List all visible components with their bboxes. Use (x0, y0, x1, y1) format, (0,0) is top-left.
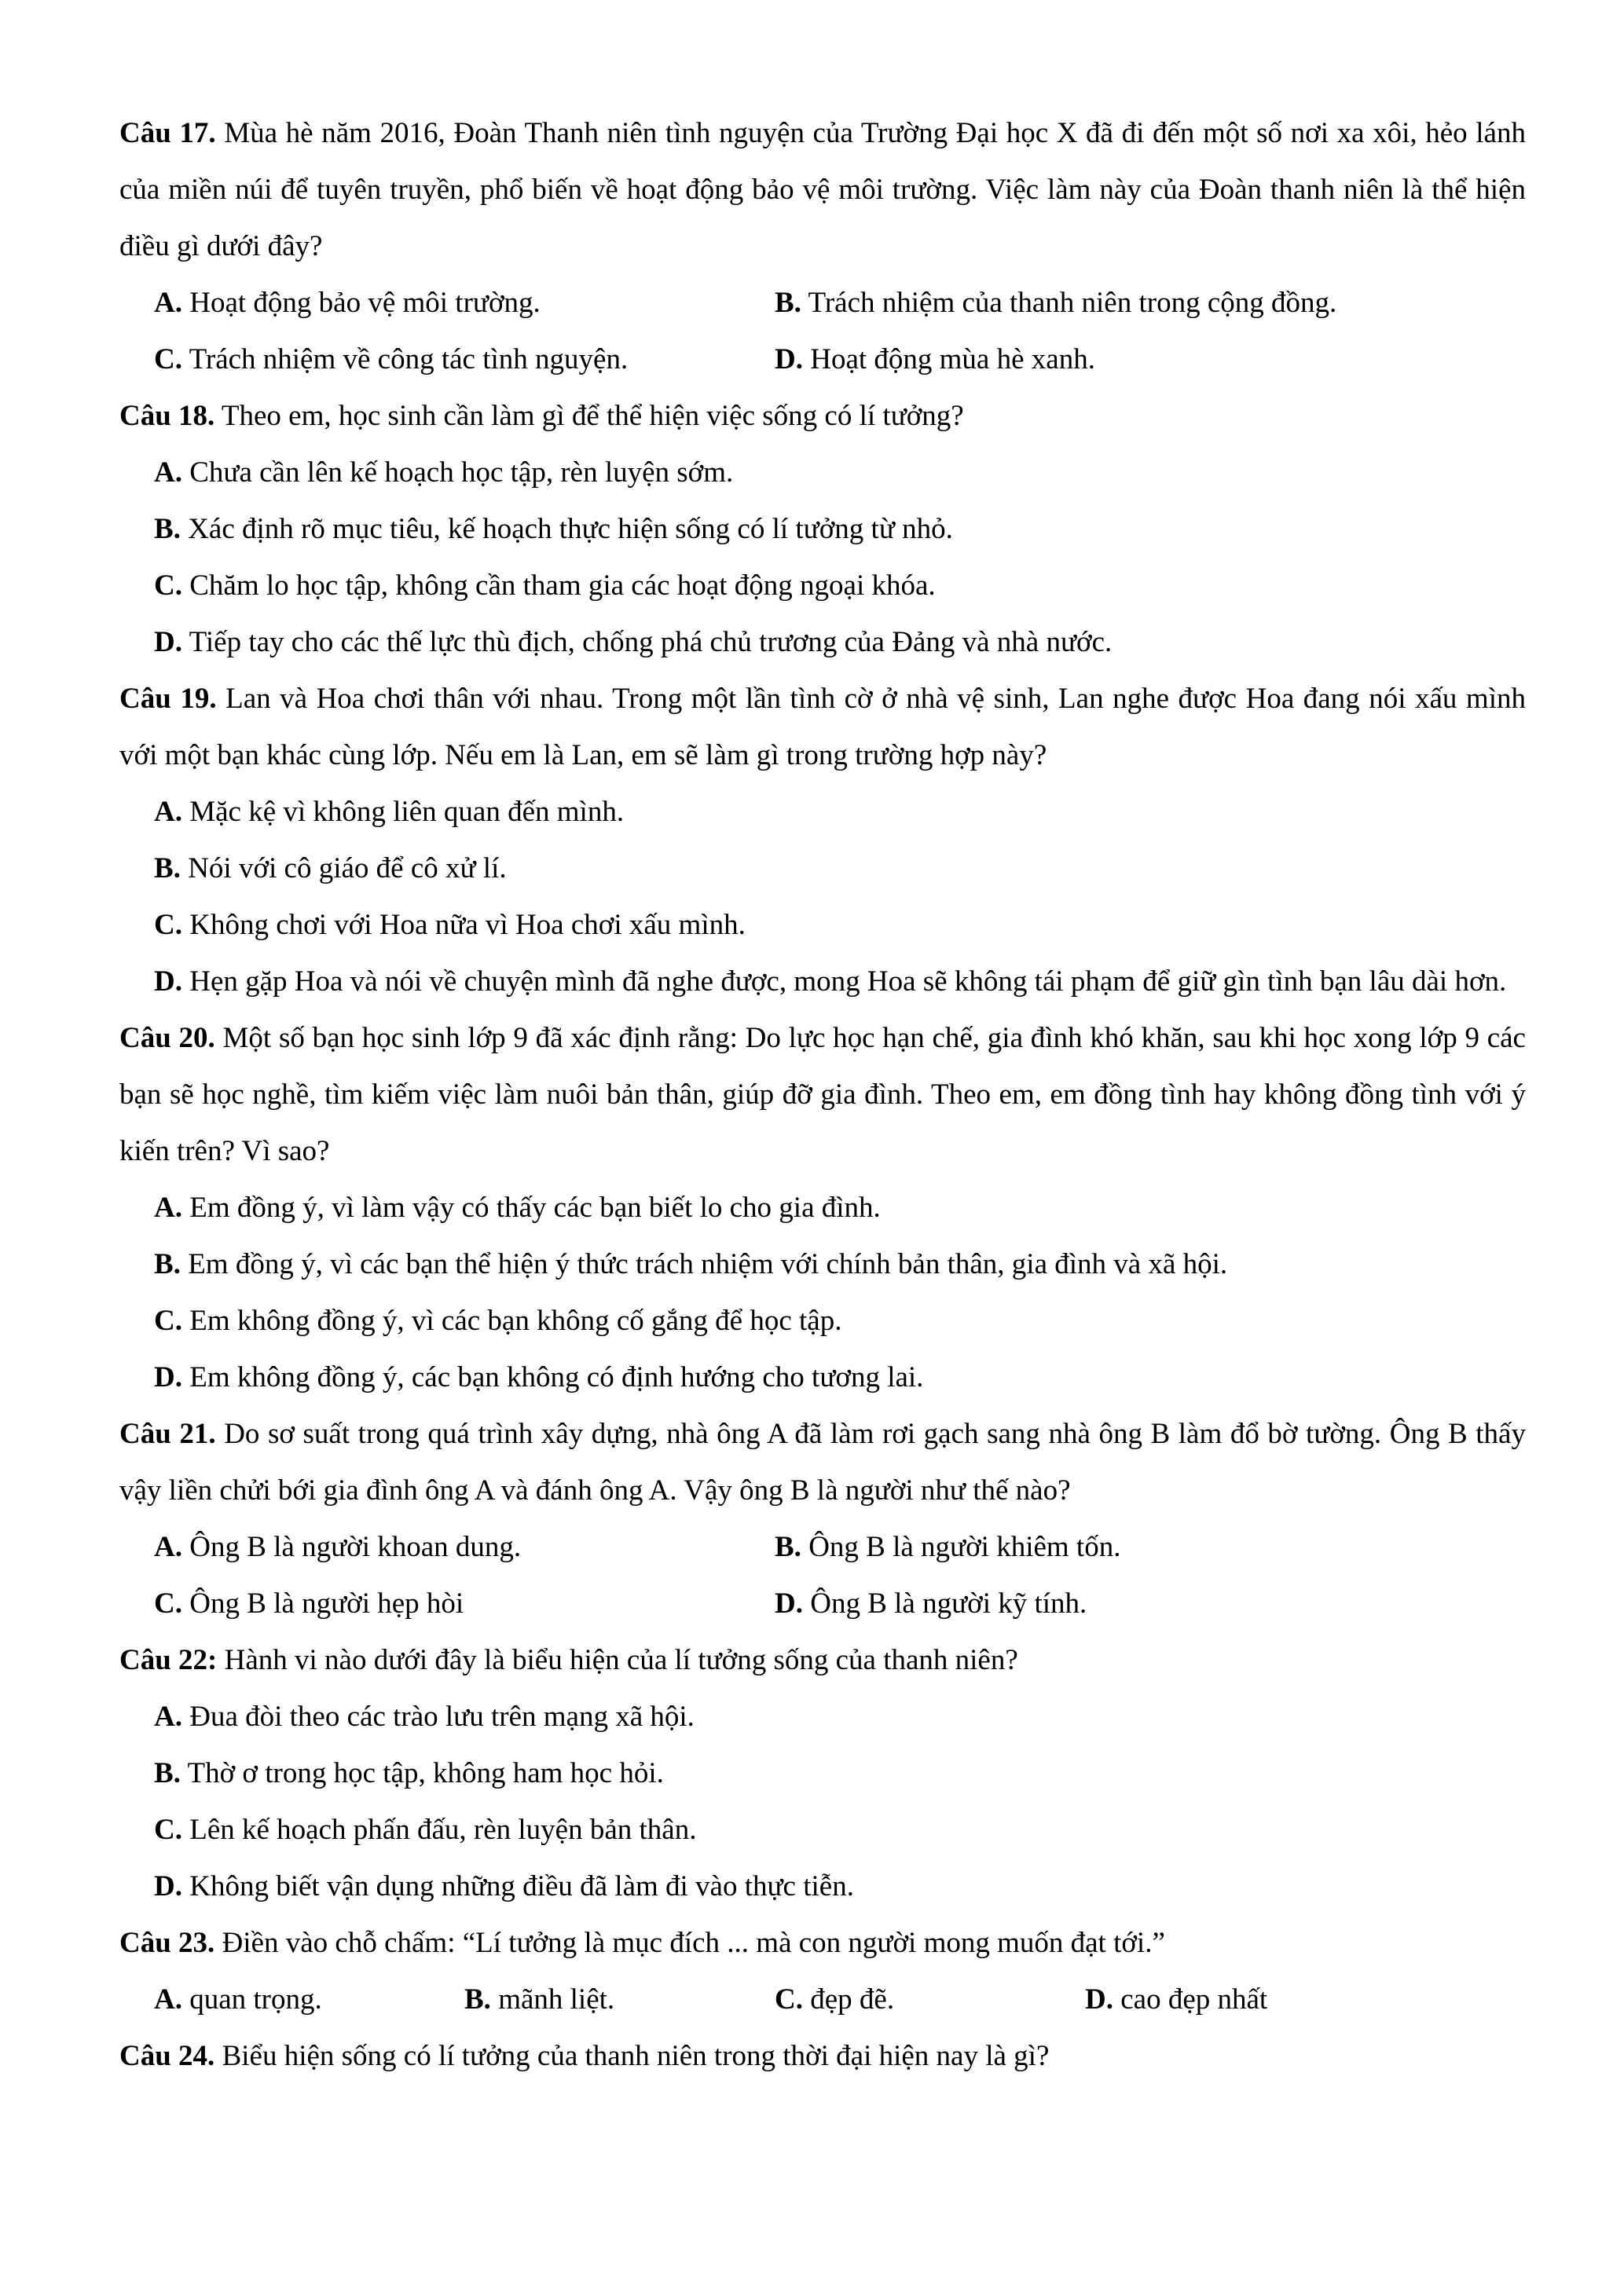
option-c: C. Lên kế hoạch phấn đấu, rèn luyện bản thân. (154, 1814, 697, 1846)
question-23 (119, 1915, 1526, 1972)
option-a: A. Mặc kệ vì không liên quan đến mình. (154, 796, 625, 828)
option-c: C. Trách nhiệm về công tác tình nguyện. (154, 343, 629, 375)
question-18 (119, 388, 1526, 445)
question-text: Mùa hè năm 2016, Đoàn Thanh niên tình nguyện của Trường Đại học X đã đi đến một số nơi xa xôi, hẻo lánh của miền núi để tuyên truyền, phổ biến về hoạt động bảo vệ môi trường. Việc làm này của Đoàn thanh niên là thể hiện điều gì dưới đây? (119, 117, 1526, 262)
question-number: Câu 21. (119, 1418, 216, 1450)
options-21 (119, 1519, 1526, 1632)
question-19 (119, 671, 1526, 784)
question-number: Câu 22: (119, 1644, 218, 1676)
question-17 (119, 105, 1526, 275)
option-c: C. Ông B là người hẹp hòi (154, 1587, 464, 1620)
option-d: D. Hẹn gặp Hoa và nói về chuyện mình đã nghe được, mong Hoa sẽ không tái phạm để giữ gìn tình bạn lâu dài hơn. (154, 965, 1507, 998)
option-c: C. đẹp đẽ. (775, 1983, 895, 2016)
question-text: Biểu hiện sống có lí tưởng của thanh niên trong thời đại hiện nay là gì? (214, 2040, 1050, 2072)
question-text: Theo em, học sinh cần làm gì để thể hiện việc sống có lí tưởng? (214, 400, 964, 432)
option-a: A. Chưa cần lên kế hoạch học tập, rèn luyện sớm. (154, 456, 734, 489)
options-18 (119, 445, 1526, 671)
option-b: B. Nói với cô giáo để cô xử lí. (154, 852, 507, 884)
option-b: B. Em đồng ý, vì các bạn thể hiện ý thức trách nhiệm với chính bản thân, gia đình và xã hội. (154, 1248, 1228, 1280)
option-a: A. Hoạt động bảo vệ môi trường. (154, 287, 541, 319)
question-number: Câu 18. (119, 400, 215, 432)
option-c: C. Không chơi với Hoa nữa vì Hoa chơi xấu mình. (154, 909, 746, 941)
option-a: A. Ông B là người khoan dung. (154, 1531, 522, 1563)
question-20 (119, 1010, 1526, 1180)
question-text: Điền vào chỗ chấm: “Lí tưởng là mục đích ... mà con người mong muốn đạt tới.” (214, 1927, 1165, 1959)
question-text: Lan và Hoa chơi thân với nhau. Trong một lần tình cờ ở nhà vệ sinh, Lan nghe được Hoa đang nói xấu mình với một bạn khác cùng lớp. Nếu em là Lan, em sẽ làm gì trong trường hợp này? (119, 683, 1526, 771)
question-text: Một số bạn học sinh lớp 9 đã xác định rằng: Do lực học hạn chế, gia đình khó khăn, sau khi học xong lớp 9 các bạn sẽ học nghề, tìm kiếm việc làm nuôi bản thân, giúp đỡ gia đình. Theo em, em đồng tình hay không đồng tình với ý kiến trên? Vì sao? (119, 1022, 1526, 1167)
option-d: D. Hoạt động mùa hè xanh. (775, 343, 1095, 375)
question-number: Câu 20. (119, 1022, 215, 1054)
option-c: C. Em không đồng ý, vì các bạn không cố gắng để học tập. (154, 1305, 842, 1337)
option-d: D. Không biết vận dụng những điều đã làm đi vào thực tiễn. (154, 1870, 854, 1902)
option-c: C. Chăm lo học tập, không cần tham gia các hoạt động ngoại khóa. (154, 569, 936, 602)
option-d: D. cao đẹp nhất (1085, 1983, 1268, 2016)
option-b: B. Thờ ơ trong học tập, không ham học hỏi. (154, 1757, 664, 1789)
question-number: Câu 23. (119, 1927, 215, 1959)
option-a: A. quan trọng. (154, 1983, 322, 2016)
option-d: D. Tiếp tay cho các thế lực thù địch, chống phá chủ trương của Đảng và nhà nước. (154, 626, 1113, 658)
option-d: D. Ông B là người kỹ tính. (775, 1587, 1087, 1620)
question-text: Hành vi nào dưới đây là biểu hiện của lí tưởng sống của thanh niên? (217, 1644, 1018, 1676)
question-24 (119, 2028, 1526, 2085)
option-b: B. Xác định rõ mục tiêu, kế hoạch thực hiện sống có lí tưởng từ nhỏ. (154, 513, 953, 545)
option-a: A. Đua đòi theo các trào lưu trên mạng xã hội. (154, 1701, 695, 1733)
question-number: Câu 19. (119, 683, 217, 715)
question-text: Do sơ suất trong quá trình xây dựng, nhà ông A đã làm rơi gạch sang nhà ông B làm đổ bờ tường. Ông B thấy vậy liền chửi bới gia đình ông A và đánh ông A. Vậy ông B là người như thế nào? (119, 1418, 1526, 1507)
option-b: B. Ông B là người khiêm tốn. (775, 1531, 1121, 1563)
options-19 (119, 784, 1526, 1010)
question-number: Câu 24. (119, 2040, 215, 2072)
exam-page (119, 105, 1526, 2085)
question-21 (119, 1406, 1526, 1519)
options-20 (119, 1180, 1526, 1406)
option-b: B. Trách nhiệm của thanh niên trong cộng đồng. (775, 287, 1337, 319)
option-d: D. Em không đồng ý, các bạn không có định hướng cho tương lai. (154, 1361, 924, 1393)
question-22 (119, 1632, 1526, 1689)
question-number: Câu 17. (119, 117, 216, 149)
options-17 (119, 275, 1526, 388)
options-22 (119, 1689, 1526, 1915)
option-a: A. Em đồng ý, vì làm vậy có thấy các bạn biết lo cho gia đình. (154, 1192, 881, 1224)
options-23 (119, 1972, 1526, 2028)
option-b: B. mãnh liệt. (464, 1983, 615, 2016)
